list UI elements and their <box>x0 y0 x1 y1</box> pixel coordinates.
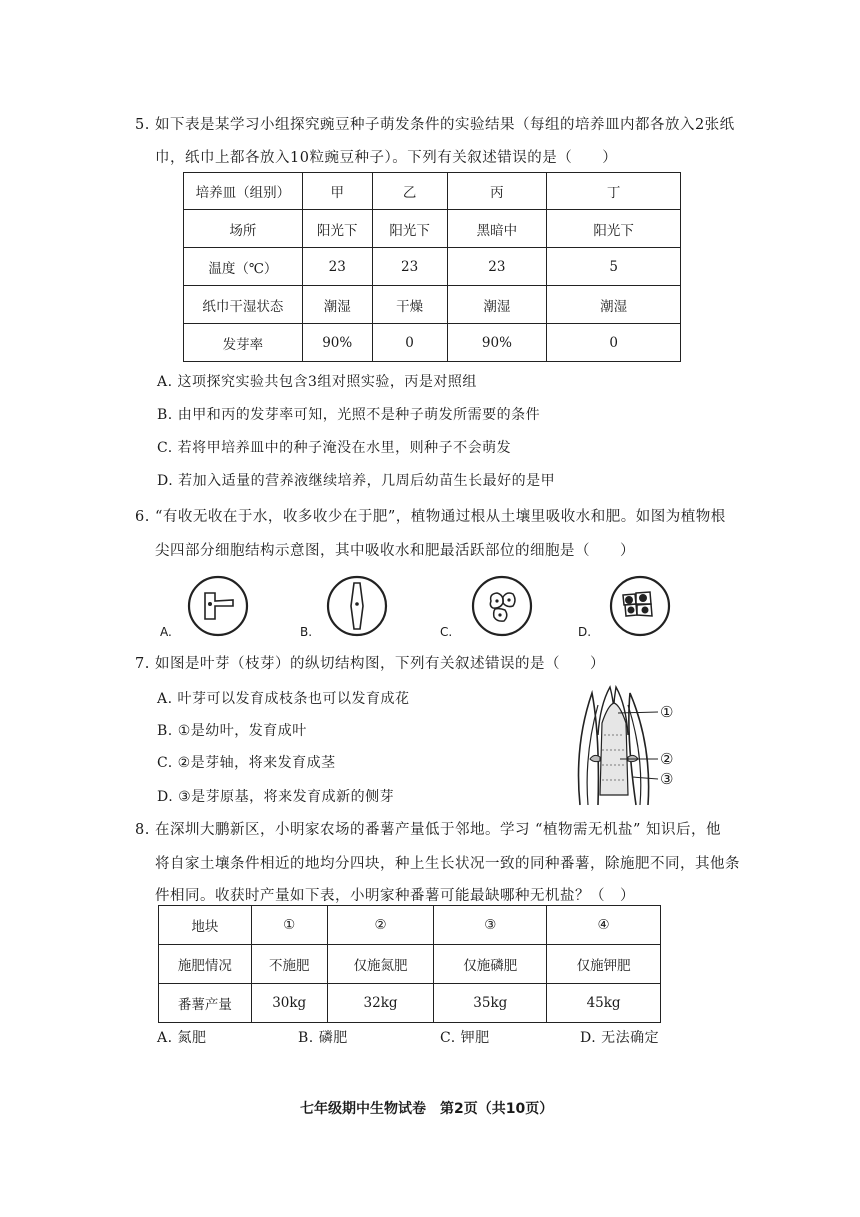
table-cell: 潮湿 <box>547 286 681 324</box>
table-cell: 发芽率 <box>184 324 303 362</box>
table-cell: 23 <box>372 248 447 286</box>
q8-table <box>158 905 661 1023</box>
q7-option-a: A. 叶芽可以发育成枝条也可以发育成花 <box>157 691 410 707</box>
meristem-cell-figure <box>605 575 675 637</box>
q8-option-a: A. 氮肥 <box>157 1030 207 1046</box>
page-footer: 七年级期中生物试卷 第2页（共10页） <box>300 1101 554 1117</box>
table-cell: 潮湿 <box>302 286 372 324</box>
elongation-cell-figure <box>322 575 392 637</box>
q8-stem-line3: 件相同。收获时产量如下表，小明家种番薯可能最缺哪种无机盐？（ ） <box>155 888 635 904</box>
table-header-cell: ④ <box>547 906 661 945</box>
table-header-cell: 甲 <box>302 173 372 210</box>
q6-stem-line1: 6. “有收无收在于水，收多收少在于肥”，植物通过根从土壤里吸收水和肥。如图为植物根 <box>135 509 726 525</box>
bud-label-1: ① <box>660 703 674 721</box>
table-cell: 0 <box>547 324 681 362</box>
table-header-cell: 乙 <box>372 173 447 210</box>
table-cell: 仅施磷肥 <box>434 945 547 984</box>
q7-option-c: C. ②是芽轴，将来发育成茎 <box>157 755 336 771</box>
q8-stem-line2: 将自家土壤条件相近的地均分四块，种上生长状况一致的同种番薯，除施肥不同，其他条 <box>155 856 740 872</box>
bud-label-3: ③ <box>660 770 674 788</box>
table-cell: 不施肥 <box>251 945 327 984</box>
q7-option-b: B. ①是幼叶，发育成叶 <box>157 723 307 739</box>
table-cell: 番薯产量 <box>159 984 252 1023</box>
table-row <box>159 906 661 945</box>
table-row <box>159 984 661 1023</box>
table-cell: 90% <box>447 324 547 362</box>
table-header-cell: 丙 <box>447 173 547 210</box>
table-cell: 纸巾干湿状态 <box>184 286 303 324</box>
table-row <box>184 324 681 362</box>
table-cell: 23 <box>447 248 547 286</box>
table-cell: 仅施氮肥 <box>327 945 434 984</box>
table-cell: 90% <box>302 324 372 362</box>
table-cell: 阳光下 <box>372 210 447 248</box>
table-cell: 场所 <box>184 210 303 248</box>
table-cell: 阳光下 <box>302 210 372 248</box>
q5-option-d: D. 若加入适量的营养液继续培养，几周后幼苗生长最好的是甲 <box>157 473 556 489</box>
q6-option-d-label: D. <box>578 625 592 639</box>
q8-option-d: D. 无法确定 <box>580 1030 660 1046</box>
q8-option-c: C. 钾肥 <box>440 1030 490 1046</box>
table-cell: 仅施钾肥 <box>547 945 661 984</box>
table-row <box>184 248 681 286</box>
q8-stem-line1: 8. 在深圳大鹏新区，小明家农场的番薯产量低于邻地。学习 “植物需无机盐” 知识后，他 <box>135 822 721 838</box>
table-row <box>184 173 681 210</box>
table-cell: 施肥情况 <box>159 945 252 984</box>
q6-option-b-label: B. <box>300 625 313 639</box>
q5-stem-line2: 巾，纸巾上都各放入10粒豌豆种子）。下列有关叙述错误的是（ ） <box>155 150 618 166</box>
table-cell: 温度（℃） <box>184 248 303 286</box>
table-row <box>184 286 681 324</box>
q5-stem-line1: 5. 如下表是某学习小组探究豌豆种子萌发条件的实验结果（每组的培养皿内都各放入2张纸 <box>135 117 735 133</box>
table-header-cell: 丁 <box>547 173 681 210</box>
table-cell: 32kg <box>327 984 434 1023</box>
table-cell: 0 <box>372 324 447 362</box>
table-cell: 30kg <box>251 984 327 1023</box>
q7-stem-line1: 7. 如图是叶芽（枝芽）的纵切结构图，下列有关叙述错误的是（ ） <box>135 656 605 672</box>
table-cell: 23 <box>302 248 372 286</box>
q5-option-a: A. 这项探究实验共包含3组对照实验，丙是对照组 <box>157 374 477 390</box>
q6-option-c-label: C. <box>440 625 453 639</box>
table-cell: 5 <box>547 248 681 286</box>
q5-option-c: C. 若将甲培养皿中的种子淹没在水里，则种子不会萌发 <box>157 440 512 456</box>
table-cell: 35kg <box>434 984 547 1023</box>
q7-option-d: D. ③是芽原基，将来发育成新的侧芽 <box>157 789 395 805</box>
table-cell: 阳光下 <box>547 210 681 248</box>
leaf-bud-diagram <box>570 675 700 810</box>
q8-option-b: B. 磷肥 <box>298 1030 348 1046</box>
q5-table <box>183 172 681 362</box>
bud-label-2: ② <box>660 750 674 768</box>
table-cell: 45kg <box>547 984 661 1023</box>
table-header-cell: ② <box>327 906 434 945</box>
table-cell: 黑暗中 <box>447 210 547 248</box>
table-header-cell: 地块 <box>159 906 252 945</box>
table-header-cell: ① <box>251 906 327 945</box>
table-header-cell: ③ <box>434 906 547 945</box>
table-cell: 干燥 <box>372 286 447 324</box>
root-hair-cell-figure <box>183 575 253 637</box>
q5-option-b: B. 由甲和丙的发芽率可知，光照不是种子萌发所需要的条件 <box>157 407 541 423</box>
table-row <box>159 945 661 984</box>
q6-option-a-label: A. <box>160 625 172 639</box>
table-cell: 潮湿 <box>447 286 547 324</box>
table-row <box>184 210 681 248</box>
table-header-cell: 培养皿（组别） <box>184 173 303 210</box>
root-cap-cell-figure <box>467 575 537 637</box>
q6-stem-line2: 尖四部分细胞结构示意图，其中吸收水和肥最活跃部位的细胞是（ ） <box>155 543 635 559</box>
